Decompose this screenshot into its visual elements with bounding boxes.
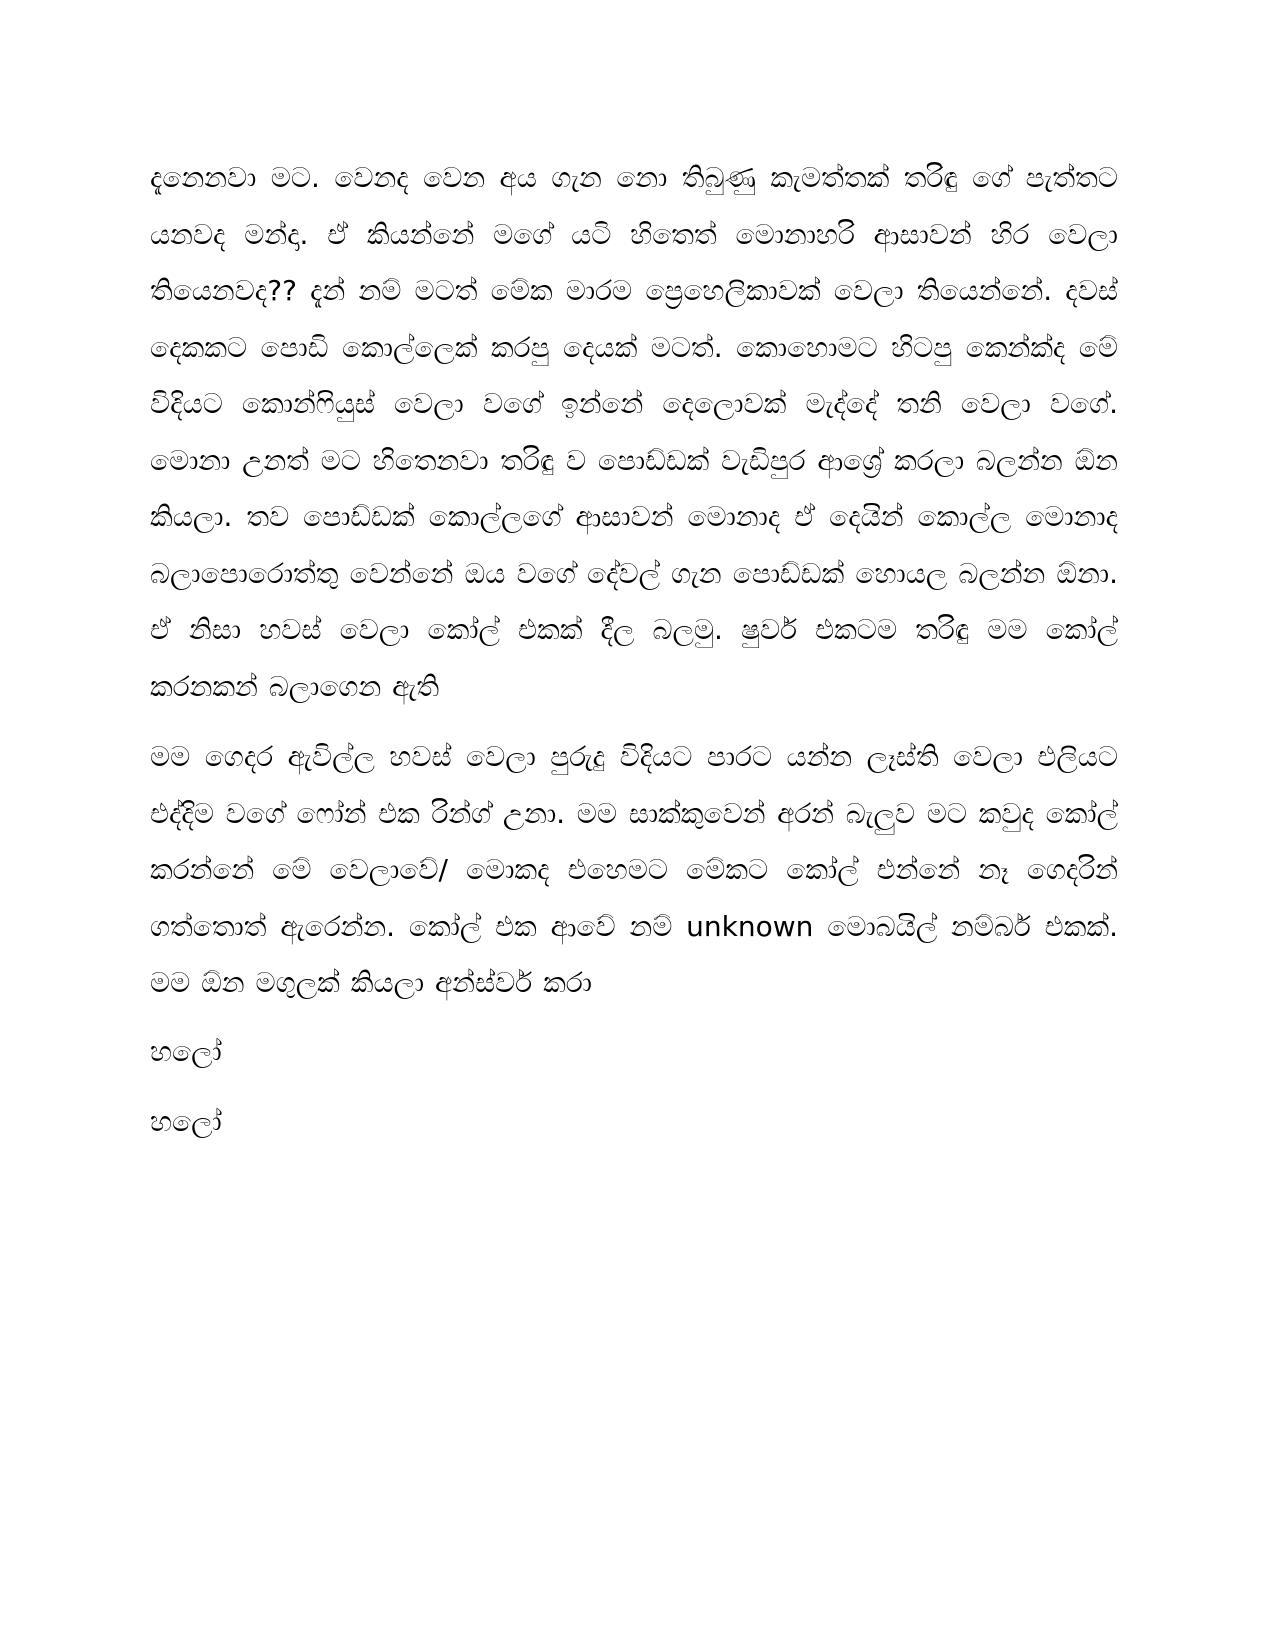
dialogue-line: හලෝ [150, 1034, 222, 1068]
document-page [150, 150, 1118, 1151]
body-paragraph: දැනෙනවා මට. වෙනද වෙන අය ගැන නො තිබුණු කැමත්තක් තරිඳු ගේ පැත්තට යනවද මන්දා. ඒ කියන්නේ මගේ යටි හිතෙත් මොනාහරි ආසාවන් හිර වෙලා තියෙනවද?? දැන් නම් මටත් මේක මාරම ප්‍රෙහෙලිකාවක් වෙලා තියෙන්නේ. දවස් දෙකකට පොඩි කොල්ලෙක් කරපු දෙයක් මටත්. කොහොමට හිටපු කෙන්ක්ද මේ විදියට කොන්ෆියුස් වෙලා වගේ ඉන්නේ දෙලොවක් මැද්දේ තනි වෙලා වගේ. මොනා උනත් මට හිතෙනවා තරිඳු ව පොඩ්ඩක් වැඩිපුර ආශ්‍රේ කරලා බලන්න ඕන කියලා. තව පොඩ්ඩක් කොල්ලගේ ආසාවන් මොනාද ඒ දෙයින් කොල්ල මොනාද බලාපොරොත්තු වෙන්නේ ඔය වගේ දේවල් ගැන පොඩ්ඩක් හොයල බලන්න ඕනා. ඒ නිසා හවස් වෙලා කෝල් එකක් දීල බලමු. ෂුවර් එකටම තරිඳු මම කෝල් කරනකන් බලාගෙන ඇති [150, 161, 1118, 703]
body-paragraph: මම ගෙදර ඇවිල්ල හවස් වෙලා පුරුදු විදියට පාරට යන්න ලෑස්ති වෙලා එලියට එද්දිම වගේ ෆෝන් එක රින්ග් උනා. මම සාක්කුවෙන් අරන් බැලුව මට කවුද කෝල් කරන්නේ මේ වෙලාවේ/ මොකද එහෙමට මේකට කෝල් එන්නේ නෑ ගෙදරින් ගත්තොත් ඇරෙන්න. කෝල් එක ආවේ නම් unknown මොබයිල් නම්බර් එකක්. මම ඕන මගුලක් කියලා අන්ස්වර් කරා [150, 740, 1118, 999]
dialogue-line: හලෝ [150, 1105, 222, 1138]
